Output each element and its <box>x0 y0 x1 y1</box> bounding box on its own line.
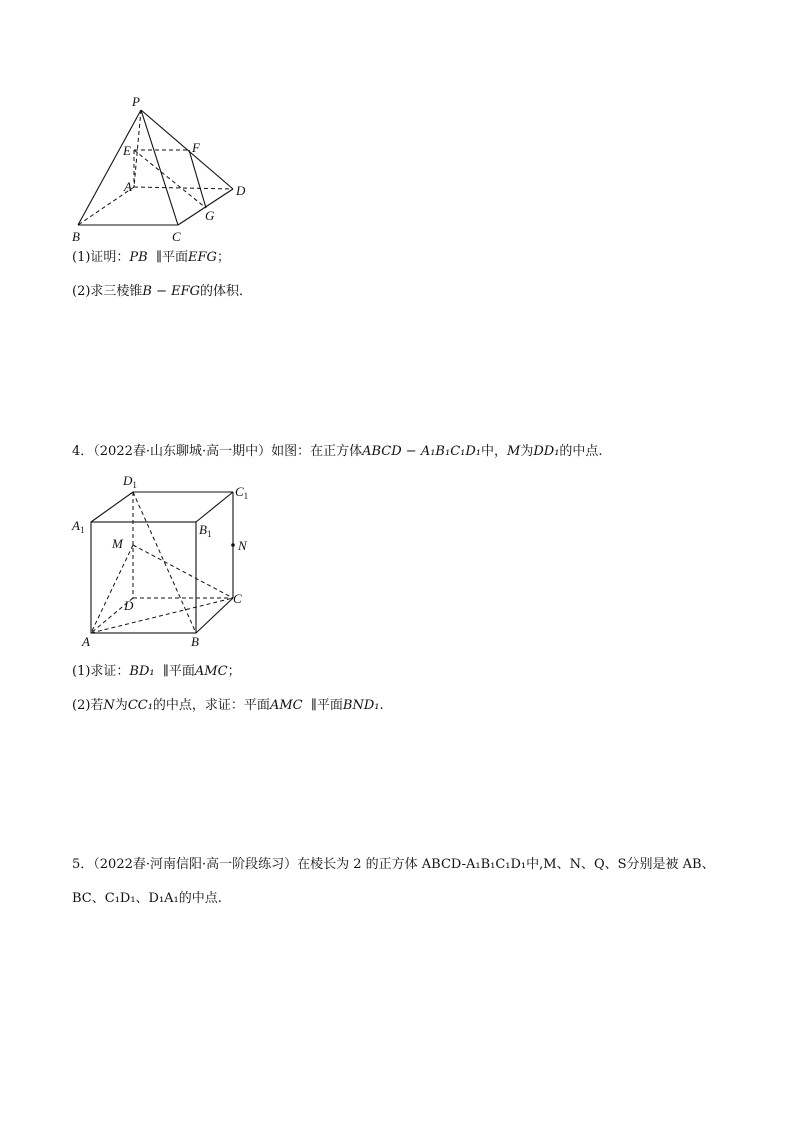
label-D: D <box>124 598 134 613</box>
label-P: P <box>132 94 140 109</box>
label-B: B <box>72 229 80 244</box>
label-N: N <box>238 538 247 553</box>
p5-line-2: BC、C₁D₁、D₁A₁的中点. <box>72 891 222 906</box>
p3-question-1: (1)证明：PB ∥平面EFG； <box>72 250 230 265</box>
p3-question-2: (2)求三棱锥B − EFG的体积． <box>72 284 253 299</box>
label-A: A <box>82 634 90 649</box>
p4-question-2: (2)若N为CC₁的中点，求证：平面AMC ∥平面BND₁. <box>72 698 384 713</box>
label-B: B <box>191 634 199 649</box>
label-D1: $D_1$ <box>123 473 137 490</box>
label-M: M <box>112 536 123 551</box>
label-C: C <box>172 229 181 244</box>
label-C: C <box>233 591 242 606</box>
label-G: G <box>205 208 215 223</box>
label-F: F <box>192 140 200 155</box>
label-C1: $C_1$ <box>235 484 249 501</box>
p5-line-1: 5．（2022春·河南信阳·高一阶段练习）在棱长为 2 的正方体 ABCD-A₁B₁C₁D₁中,M、N、Q、S分别是被 AB、 <box>72 857 715 872</box>
cube-figure <box>66 470 266 650</box>
point-N <box>231 543 235 547</box>
p4-question-1: (1)求证：BD₁ ∥平面AMC； <box>72 664 241 679</box>
label-A1: $A_1$ <box>72 518 85 535</box>
label-A: A <box>124 179 132 194</box>
label-E: E <box>123 143 131 158</box>
p4-header: 4．（2022春·山东聊城·高一期中）如图：在正方体ABCD − A₁B₁C₁D₁中，M为DD₁的中点. <box>72 444 603 459</box>
pyramid-figure <box>66 92 256 244</box>
label-D: D <box>236 183 246 198</box>
label-B1: $B_1$ <box>199 522 212 539</box>
